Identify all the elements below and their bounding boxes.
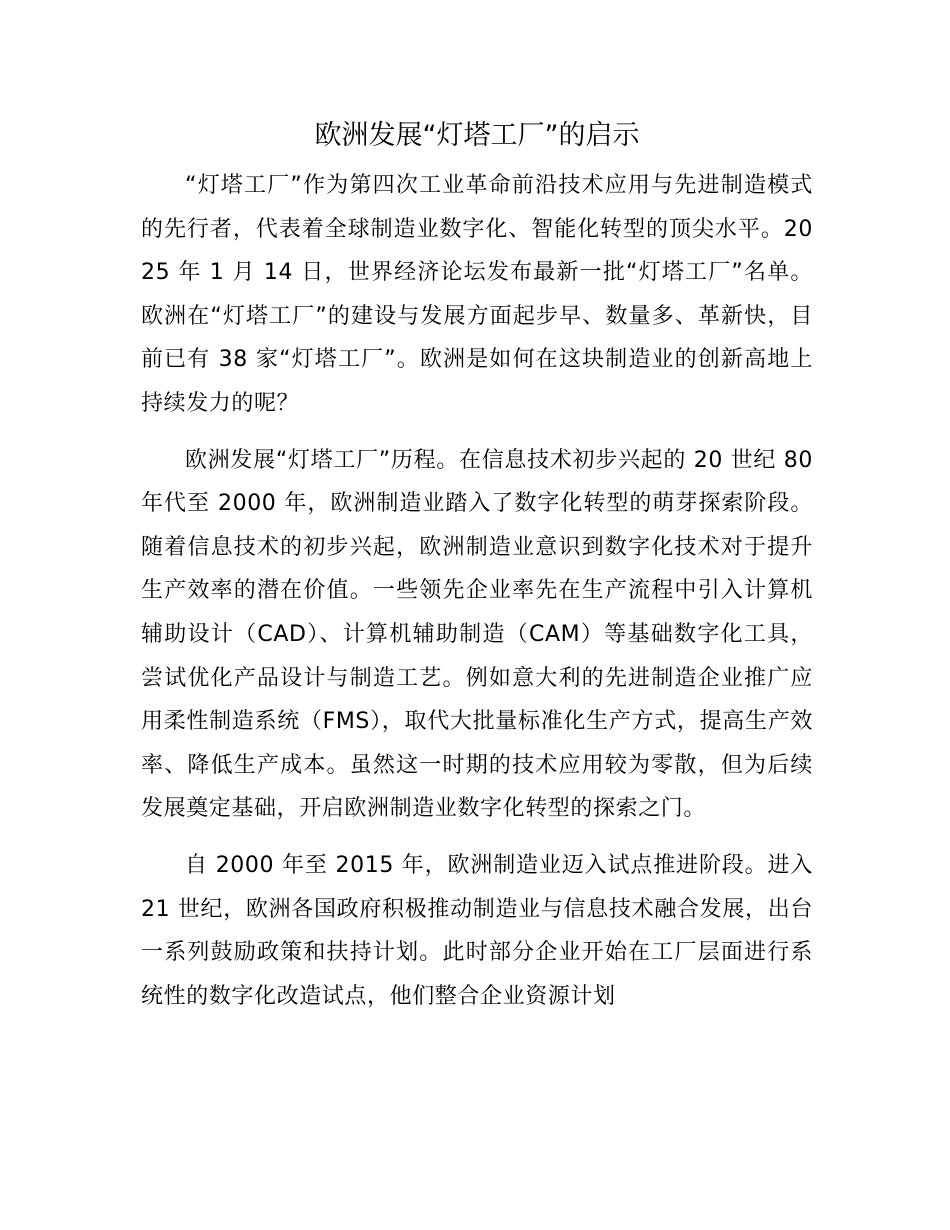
- paragraph-history: 欧洲发展“灯塔工厂”历程。在信息技术初步兴起的 20 世纪 80 年代至 2000 年，欧洲制造业踏入了数字化转型的萌芽探索阶段。随着信息技术的初步兴起，欧洲制造业意识到数字化技术对于提升生产效率的潜在价值。一些领先企业率先在生产流程中引入计算机辅助设计（CAD）、计算机辅助制造（CAM）等基础数字化工具，尝试优化产品设计与制造工艺。例如意大利的先进制造企业推广应用柔性制造系统（FMS），取代大批量标准化生产方式，提高生产效率、降低生产成本。虽然这一时期的技术应用较为零散，但为后续发展奠定基础，开启欧洲制造业数字化转型的探索之门。: [141, 447, 813, 822]
- document-page: [141, 112, 813, 1031]
- document-title: 欧洲发展“灯塔工厂”的启示: [314, 120, 640, 151]
- paragraph-intro: “灯塔工厂”作为第四次工业革命前沿技术应用与先进制造模式的先行者，代表着全球制造业数字化、智能化转型的顶尖水平。2025 年 1 月 14 日，世界经济论坛发布最新一批“灯塔工厂”名单。欧洲在“灯塔工厂”的建设与发展方面起步早、数量多、革新快，目前已有 38 家“灯塔工厂”。欧洲是如何在这块制造业的创新高地上持续发力的呢？: [141, 173, 813, 416]
- paragraph-pilot-stage: 自 2000 年至 2015 年，欧洲制造业迈入试点推进阶段。进入 21 世纪，欧洲各国政府积极推动制造业与信息技术融合发展，出台一系列鼓励政策和扶持计划。此时部分企业开始在工厂层面进行系统性的数字化改造试点，他们整合企业资源计划: [141, 852, 813, 1009]
